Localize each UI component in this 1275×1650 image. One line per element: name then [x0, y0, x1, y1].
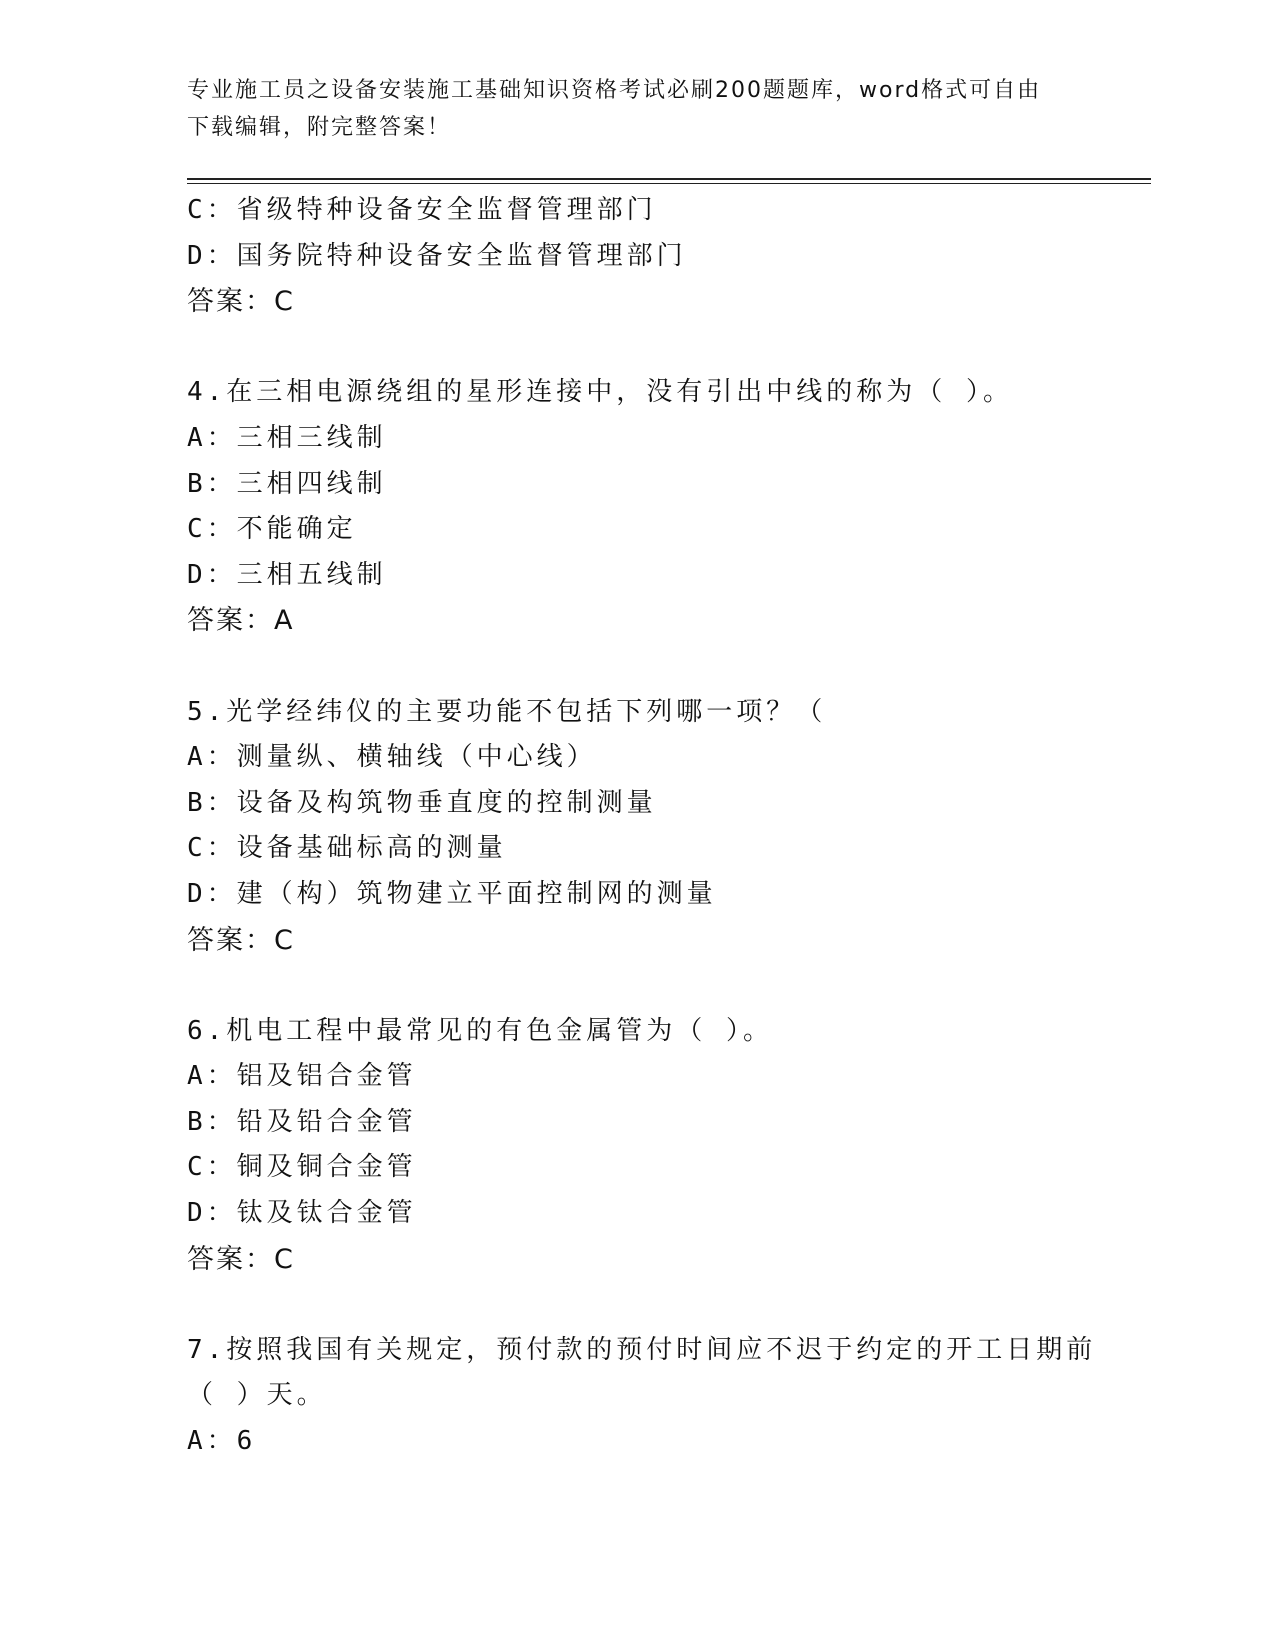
- option-a: A：铝及铝合金管: [187, 1061, 417, 1092]
- option-a: A：测量纵、横轴线（中心线）: [187, 742, 597, 773]
- question-5: [187, 690, 1087, 964]
- question-3-tail: [187, 188, 1087, 325]
- option-c: C：设备基础标高的测量: [187, 833, 507, 864]
- option-d: D：建（构）筑物建立平面控制网的测量: [187, 878, 717, 909]
- answer: 答案：C: [187, 924, 295, 956]
- option-c: C：铜及铜合金管: [187, 1152, 417, 1183]
- answer: 答案：C: [187, 1243, 295, 1275]
- question-6: [187, 1009, 1087, 1283]
- question-text: 5.光学经纬仪的主要功能不包括下列哪一项？（: [187, 696, 827, 727]
- question-4: [187, 370, 1087, 644]
- question-list: [187, 188, 1097, 1465]
- header-divider-thin: [187, 183, 1151, 184]
- option-b: B：设备及构筑物垂直度的控制测量: [187, 787, 657, 818]
- header-divider: [187, 178, 1151, 180]
- option-d: D：国务院特种设备安全监督管理部门: [187, 240, 687, 271]
- option-a: A：6: [187, 1426, 257, 1457]
- option-a: A：三相三线制: [187, 422, 387, 453]
- option-d: D：钛及钛合金管: [187, 1198, 417, 1229]
- question-text-line-2: （ ）天。: [187, 1380, 327, 1411]
- option-c: C：省级特种设备安全监督管理部门: [187, 195, 657, 225]
- option-c: C：不能确定: [187, 514, 357, 545]
- question-text: 4.在三相电源绕组的星形连接中，没有引出中线的称为（ ）。: [187, 377, 1013, 408]
- document-header: [187, 72, 1087, 146]
- answer: 答案：A: [187, 605, 295, 637]
- question-text: 6.机电工程中最常见的有色金属管为（ ）。: [187, 1015, 773, 1046]
- option-b: B：三相四线制: [187, 468, 387, 499]
- option-d: D：三相五线制: [187, 559, 387, 590]
- header-line-1: 专业施工员之设备安装施工基础知识资格考试必刷200题题库，word格式可自由: [187, 78, 1042, 103]
- answer: 答案：C: [187, 286, 295, 318]
- header-line-2: 下载编辑，附完整答案！: [187, 115, 452, 140]
- option-b: B：铅及铅合金管: [187, 1106, 417, 1137]
- question-7: [187, 1328, 1097, 1465]
- question-text-line-1: 7.按照我国有关规定，预付款的预付时间应不迟于约定的开工日期前: [187, 1334, 1097, 1365]
